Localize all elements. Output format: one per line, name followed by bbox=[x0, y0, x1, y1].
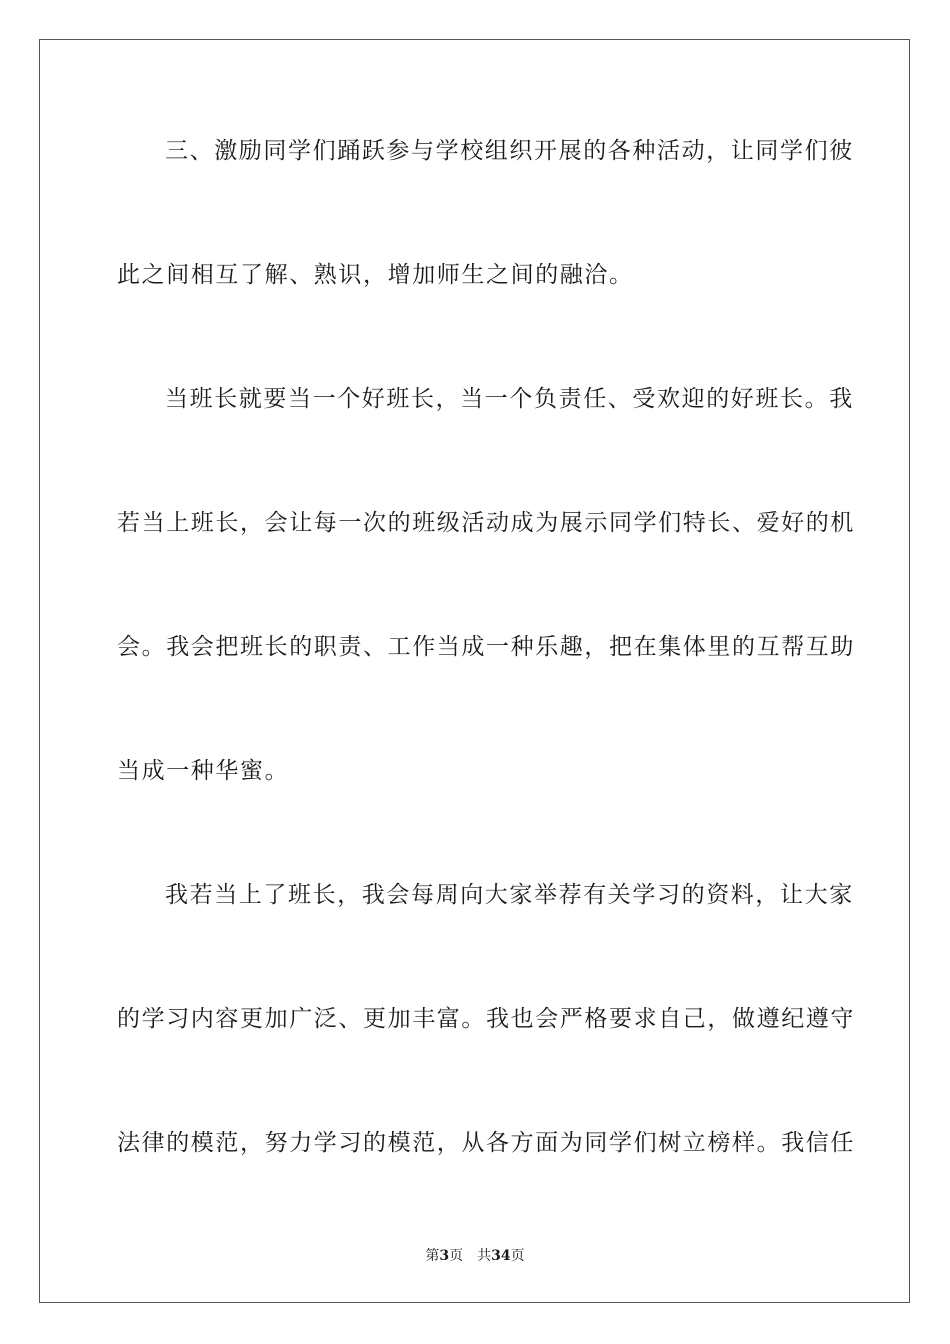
text-line: 的学习内容更加广泛、更加丰富。我也会严格要求自己，做遵纪遵守 bbox=[117, 1006, 855, 1032]
page-footer bbox=[0, 1247, 950, 1265]
text-line: 当成一种华蜜。 bbox=[117, 758, 290, 784]
total-prefix: 共 bbox=[477, 1248, 492, 1264]
text-line: 此之间相互了解、熟识，增加师生之间的融洽。 bbox=[117, 262, 634, 288]
text-line: 三、激励同学们踊跃参与学校组织开展的各种活动，让同学们彼 bbox=[165, 138, 854, 164]
text-line: 法律的模范，努力学习的模范，从各方面为同学们树立榜样。我信任 bbox=[117, 1130, 855, 1156]
text-line: 会。我会把班长的职责、工作当成一种乐趣，把在集体里的互帮互助 bbox=[117, 634, 855, 660]
text-line: 当班长就要当一个好班长，当一个负责任、受欢迎的好班长。我 bbox=[165, 386, 854, 412]
total-suffix: 页 bbox=[510, 1248, 525, 1264]
text-line: 我若当上了班长，我会每周向大家举荐有关学习的资料，让大家 bbox=[165, 882, 854, 908]
page-border bbox=[39, 39, 910, 1303]
page-prefix: 第 bbox=[425, 1248, 440, 1264]
page-suffix: 页 bbox=[449, 1248, 464, 1264]
text-line: 若当上班长，会让每一次的班级活动成为展示同学们特长、爱好的机 bbox=[117, 510, 855, 536]
total-pages: 34 bbox=[491, 1248, 511, 1264]
page-number: 3 bbox=[439, 1248, 450, 1264]
